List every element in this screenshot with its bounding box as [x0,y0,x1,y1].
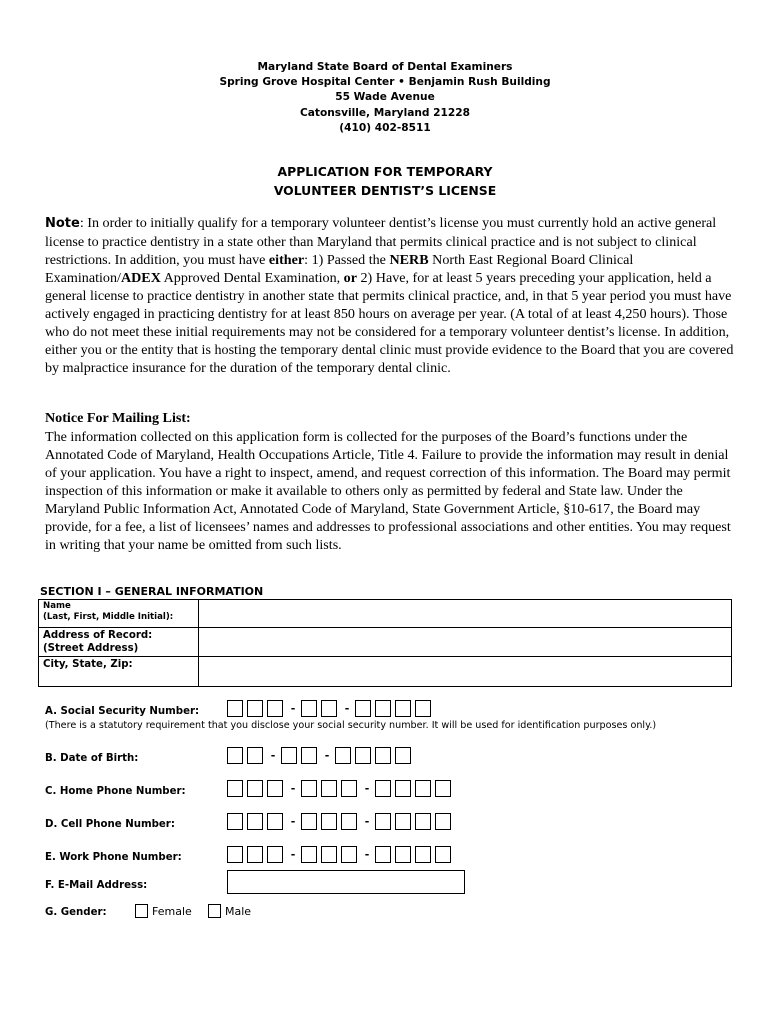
work-phone-dash: - [364,848,370,861]
home-phone-digit-box[interactable] [267,780,283,797]
home-phone-digit-box[interactable] [247,780,263,797]
dob-digit-box[interactable] [247,747,263,764]
home-phone-dash: - [364,782,370,795]
dob-boxes [227,747,415,764]
home-phone-digit-box[interactable] [341,780,357,797]
cell-phone-boxes [227,813,455,830]
male-checkbox[interactable] [208,904,221,918]
work-phone-digit-box[interactable] [415,846,431,863]
note-label: Note [45,216,80,231]
ssn-dash: - [290,702,296,715]
dob-digit-box[interactable] [375,747,391,764]
home-phone-digit-box[interactable] [321,780,337,797]
email-field[interactable] [227,870,465,894]
header-line-phone: (410) 402-8511 [339,121,431,134]
note-text-1: : In order to initially qualify for a temporary volunteer dentist’s license you must currently hold an active general license to practice dentistry in a state other than Maryland that permits clinical practice and is not subject to clinical restrictions. In addition, you must have [45,215,717,268]
note-adex: ADEX [120,270,161,286]
note-nerb: NERB [389,252,429,268]
work-phone-digit-box[interactable] [435,846,451,863]
general-info-table [38,599,732,687]
ssn-digit-box[interactable] [247,700,263,717]
ssn-digit-box[interactable] [395,700,411,717]
name-field[interactable] [199,600,732,628]
cell-phone-digit-box[interactable] [341,813,357,830]
home-phone-digit-box[interactable] [375,780,391,797]
name-row [39,600,732,628]
ssn-digit-box[interactable] [321,700,337,717]
header-line-street: 55 Wade Avenue [335,91,435,104]
ssn-digit-box[interactable] [227,700,243,717]
note-text-5: 2) Have, for at least 5 years preceding your application, held a general license to practice dentistry in another state that permits clinical practice, and, in that 5 year period you must have actively engaged in practicing dentistry for at least 850 hours on average per year. (A total of at least 4,250 hours). Those who do not meet these initial requirements may not be considered for a temporary volunteer dentist’s license. In addition, either you or the entity that is hosting the temporary dental clinic must provide evidence to the Board that you are covered by malpractice insurance for the duration of the temporary dental clinic. [45,270,734,376]
title-line-2: VOLUNTEER DENTIST’S LICENSE [273,182,497,198]
dob-dash: - [270,749,276,762]
address-sublabel: (Street Address) [43,643,139,654]
ssn-dash: - [344,702,350,715]
note-text-3: North East Regional Board Clinical Examination/ [45,252,634,286]
header-line-board: Maryland State Board of Dental Examiners [257,61,513,73]
dob-digit-box[interactable] [355,747,371,764]
header-line-building: Spring Grove Hospital Center • Benjamin Rush Building [219,76,551,89]
cell-phone-digit-box[interactable] [227,813,243,830]
address-field[interactable] [199,628,732,657]
cell-phone-digit-box[interactable] [301,813,317,830]
work-phone-boxes [227,846,455,863]
home-phone-digit-box[interactable] [301,780,317,797]
gender-label: G. Gender: [45,907,107,918]
city-label: City, State, Zip: [43,659,133,670]
home-phone-digit-box[interactable] [435,780,451,797]
dob-digit-box[interactable] [281,747,297,764]
work-phone-label: E. Work Phone Number: [45,852,182,863]
dob-digit-box[interactable] [335,747,351,764]
cell-phone-dash: - [290,815,296,828]
name-label: Name [43,601,71,611]
work-phone-digit-box[interactable] [301,846,317,863]
cell-phone-label: D. Cell Phone Number: [45,819,175,830]
dob-label: B. Date of Birth: [45,753,139,764]
ssn-boxes [227,700,435,717]
home-phone-label: C. Home Phone Number: [45,786,186,797]
female-checkbox[interactable] [135,904,148,918]
mailing-list-text: The information collected on this application form is collected for the purposes of the Board’s functions under the Annotated Code of Maryland, Health Occupations Article, Title 4. Failure to provide the information may result in denial of your application. You have a right to inspect, amend, and request correction of this information. The Board may permit inspection of this information or make it available to others only as permitted by federal and State law. Under the Maryland Public Information Act, Annotated Code of Maryland, State Government Article, §10-617, the Board may provide, for a fee, a list of licensees’ names and addresses to professional associations and other entities. You may request in writing that your name be omitted from such lists. [45,429,731,553]
male-label: Male [225,904,252,918]
city-label-cell [39,657,199,687]
cell-phone-digit-box[interactable] [375,813,391,830]
address-label-cell [39,628,199,657]
name-sublabel: (Last, First, Middle Initial): [43,611,174,622]
home-phone-digit-box[interactable] [227,780,243,797]
dob-dash: - [324,749,330,762]
ssn-digit-box[interactable] [267,700,283,717]
name-label-cell [39,600,199,628]
work-phone-digit-box[interactable] [267,846,283,863]
section-1-title: SECTION I – GENERAL INFORMATION [40,585,264,598]
work-phone-digit-box[interactable] [227,846,243,863]
address-label: Address of Record: [43,630,153,641]
city-row [39,657,732,687]
cell-phone-digit-box[interactable] [247,813,263,830]
home-phone-digit-box[interactable] [395,780,411,797]
note-text-4: Approved Dental Examination, [160,270,344,286]
cell-phone-digit-box[interactable] [435,813,451,830]
gender-male-option[interactable] [208,904,251,918]
ssn-digit-box[interactable] [301,700,317,717]
dob-digit-box[interactable] [301,747,317,764]
ssn-digit-box[interactable] [355,700,371,717]
work-phone-digit-box[interactable] [321,846,337,863]
header-line-city: Catonsville, Maryland 21228 [299,106,471,119]
work-phone-digit-box[interactable] [247,846,263,863]
mailing-list-heading: Notice For Mailing List: [45,410,191,426]
dob-digit-box[interactable] [395,747,411,764]
gender-female-option[interactable] [135,904,192,918]
ssn-note: (There is a statutory requirement that you disclose your social security number. It will be used for identification purposes only.) [45,720,657,731]
ssn-label: A. Social Security Number: [45,706,200,717]
home-phone-digit-box[interactable] [415,780,431,797]
work-phone-digit-box[interactable] [375,846,391,863]
note-or: or [343,270,357,286]
note-either: either [268,252,305,268]
ssn-digit-box[interactable] [415,700,431,717]
title-line-1: APPLICATION FOR TEMPORARY [277,164,493,179]
ssn-digit-box[interactable] [375,700,391,717]
cell-phone-digit-box[interactable] [395,813,411,830]
cell-phone-digit-box[interactable] [267,813,283,830]
home-phone-dash: - [290,782,296,795]
email-label: F. E-Mail Address: [45,880,148,891]
home-phone-boxes [227,780,455,797]
note-text-2: : 1) Passed the [304,252,390,268]
note-paragraph [45,214,735,377]
page-title [0,163,770,200]
board-header [0,60,770,136]
address-row [39,628,732,657]
cell-phone-digit-box[interactable] [321,813,337,830]
city-field[interactable] [199,657,732,687]
work-phone-digit-box[interactable] [341,846,357,863]
dob-digit-box[interactable] [227,747,243,764]
work-phone-digit-box[interactable] [395,846,411,863]
cell-phone-dash: - [364,815,370,828]
work-phone-dash: - [290,848,296,861]
cell-phone-digit-box[interactable] [415,813,431,830]
female-label: Female [152,904,192,918]
